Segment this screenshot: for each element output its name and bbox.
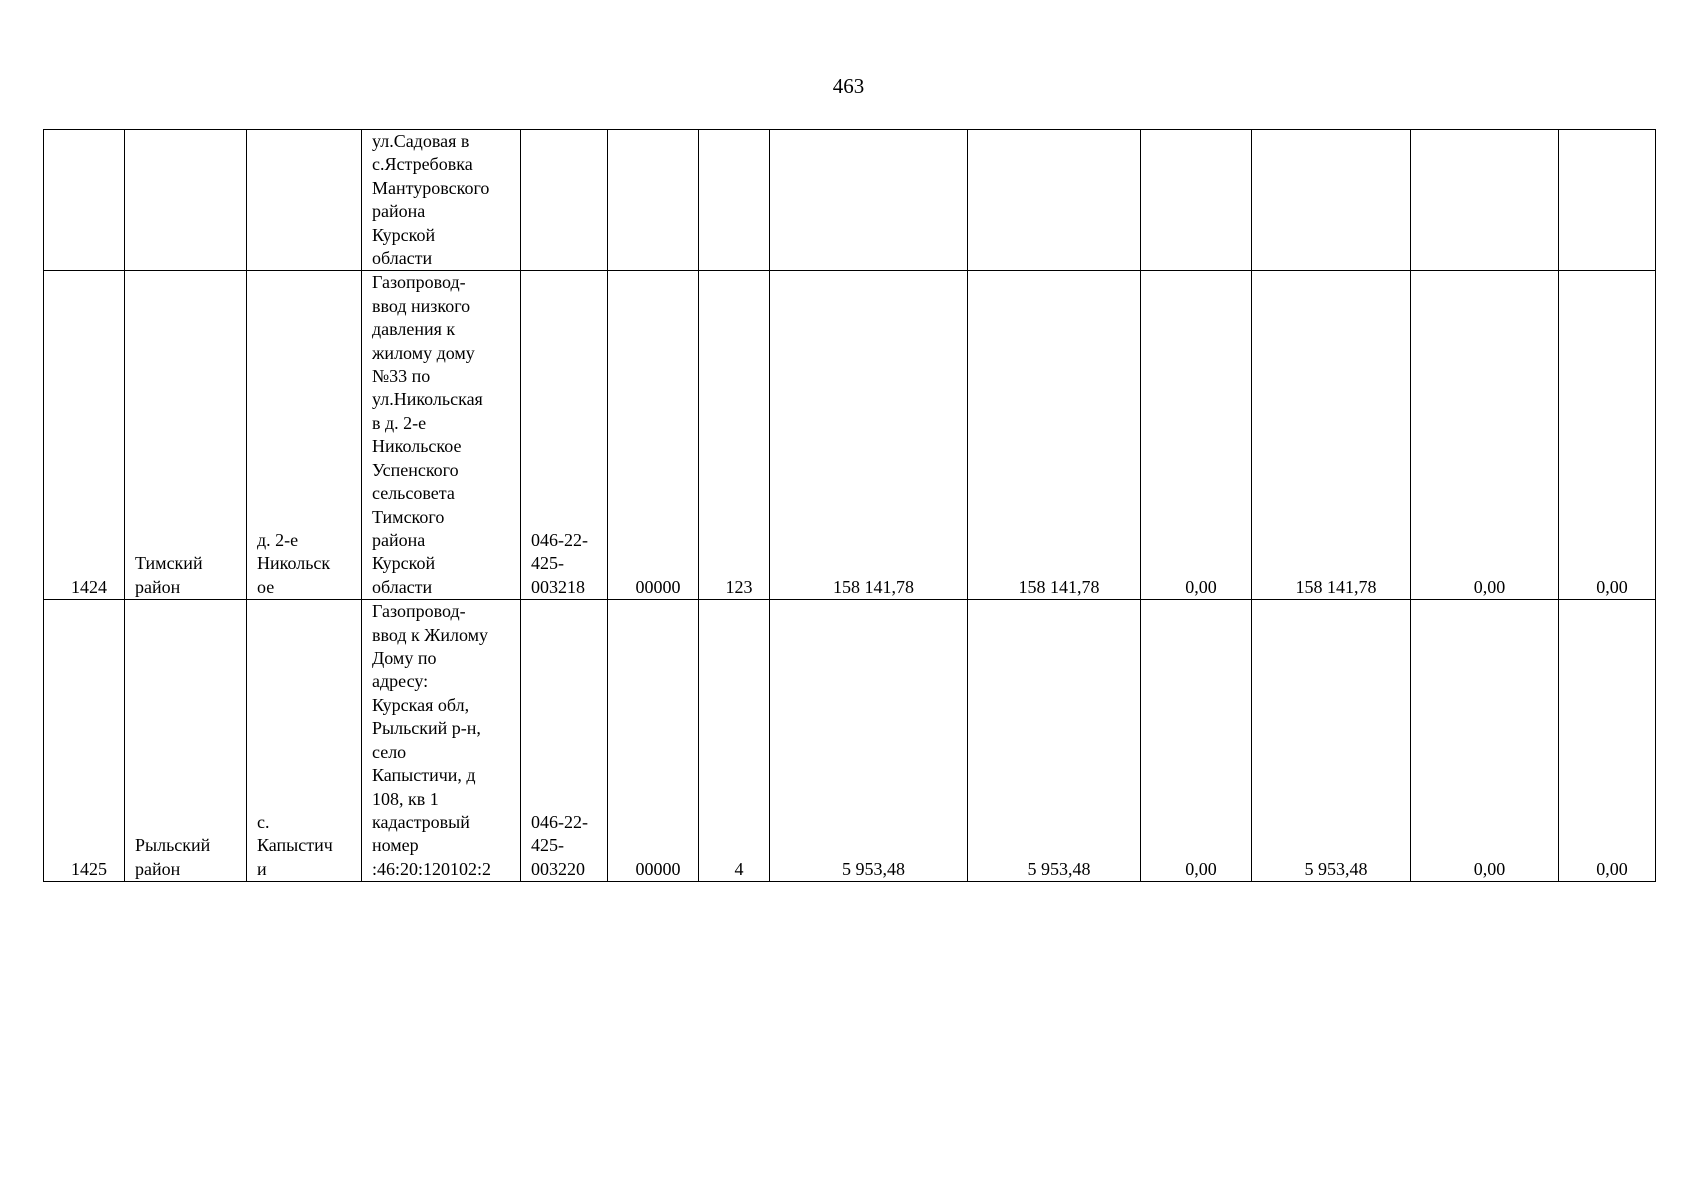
district-line: район: [135, 858, 181, 879]
object-description-line: кадастровый: [372, 811, 470, 832]
amount-1-cell: 158 141,78: [770, 271, 968, 600]
inventory-number-cell: [521, 271, 608, 600]
amount-4-cell: [1252, 130, 1411, 271]
object-description-line: Курской: [372, 224, 436, 245]
inventory-number-line: 003218: [531, 576, 585, 597]
amount-3-cell: 0,00: [1141, 271, 1252, 600]
district-cell: [125, 600, 247, 882]
object-description-line: Мантуровского: [372, 177, 490, 198]
locality-line: ое: [257, 576, 275, 597]
object-description-line: области: [372, 576, 433, 597]
object-description-line: Капыстичи, д: [372, 765, 476, 786]
object-description-line: Курская обл,: [372, 694, 470, 715]
row-number-cell: 1424: [44, 271, 125, 600]
object-description-line: ул.Никольская: [372, 389, 483, 410]
object-description-line: село: [372, 741, 407, 762]
object-description-line: жилому дому: [372, 342, 475, 363]
inventory-number-cell: [521, 130, 608, 271]
object-description-line: ввод к Жилому: [372, 624, 489, 645]
object-description-line: Газопровод-: [372, 601, 466, 622]
locality-cell: [247, 600, 362, 882]
object-description-line: Никольское: [372, 436, 462, 457]
amount-5-cell: 0,00: [1411, 271, 1559, 600]
quantity-cell: [699, 130, 770, 271]
table-body: [44, 130, 1656, 882]
amount-3-cell: [1141, 130, 1252, 271]
object-description-line: №33 по: [372, 366, 431, 387]
object-description-line: Газопровод-: [372, 272, 466, 293]
inventory-number-cell: [521, 600, 608, 882]
registry-table: [43, 129, 1656, 882]
inventory-number-line: 003220: [531, 858, 585, 879]
object-description-line: ул.Садовая в: [372, 131, 470, 151]
object-description-line: номер: [372, 835, 419, 856]
object-description-cell: [362, 600, 521, 882]
district-cell: [125, 271, 247, 600]
district-line: район: [135, 576, 181, 597]
inventory-number-line: 046-22-: [531, 811, 588, 832]
locality-line: Капыстич: [257, 835, 333, 856]
object-description-line: давления к: [372, 319, 456, 340]
district-line: Рыльский: [135, 835, 211, 856]
quantity-cell: 123: [699, 271, 770, 600]
amount-4-cell: 158 141,78: [1252, 271, 1411, 600]
locality-cell: [247, 130, 362, 271]
amount-6-cell: 0,00: [1559, 600, 1656, 882]
object-description-line: области: [372, 248, 433, 269]
object-description-cell: [362, 271, 521, 600]
amount-2-cell: 158 141,78: [968, 271, 1141, 600]
object-description-line: адресу:: [372, 671, 429, 692]
table-row: [44, 271, 1656, 600]
code-cell: 00000: [608, 271, 699, 600]
object-description-line: района: [372, 201, 426, 222]
amount-3-cell: 0,00: [1141, 600, 1252, 882]
object-description-line: Курской: [372, 553, 436, 574]
district-cell: [125, 130, 247, 271]
row-number-cell: 1425: [44, 600, 125, 882]
object-description-line: Успенского: [372, 459, 459, 480]
amount-4-cell: 5 953,48: [1252, 600, 1411, 882]
amount-5-cell: [1411, 130, 1559, 271]
amount-5-cell: 0,00: [1411, 600, 1559, 882]
inventory-number-line: 425-: [531, 553, 564, 574]
object-description-line: в д. 2-е: [372, 412, 427, 433]
amount-2-cell: 5 953,48: [968, 600, 1141, 882]
locality-line: Никольск: [257, 553, 331, 574]
object-description-line: Рыльский р-н,: [372, 718, 481, 739]
code-cell: [608, 130, 699, 271]
object-description-line: Тимского: [372, 506, 445, 527]
locality-cell: [247, 271, 362, 600]
object-description-line: Дому по: [372, 648, 437, 669]
object-description-line: с.Ястребовка: [372, 154, 473, 175]
amount-2-cell: [968, 130, 1141, 271]
amount-6-cell: 0,00: [1559, 271, 1656, 600]
locality-line: с.: [257, 811, 270, 832]
object-description-cell: [362, 130, 521, 271]
object-description-line: ввод низкого: [372, 295, 471, 316]
inventory-number-line: 425-: [531, 835, 564, 856]
table-row: [44, 130, 1656, 271]
row-number-cell: [44, 130, 125, 271]
object-description-line: 108, кв 1: [372, 788, 439, 809]
table-row: [44, 600, 1656, 882]
district-line: Тимский: [135, 553, 203, 574]
amount-1-cell: [770, 130, 968, 271]
quantity-cell: 4: [699, 600, 770, 882]
page-number: 463: [832, 74, 865, 98]
amount-1-cell: 5 953,48: [770, 600, 968, 882]
amount-6-cell: [1559, 130, 1656, 271]
object-description-line: :46:20:120102:2: [372, 858, 492, 879]
locality-line: д. 2-е: [257, 529, 299, 550]
locality-line: и: [257, 858, 267, 879]
code-cell: 00000: [608, 600, 699, 882]
object-description-line: района: [372, 529, 426, 550]
inventory-number-line: 046-22-: [531, 529, 588, 550]
object-description-line: сельсовета: [372, 483, 455, 504]
